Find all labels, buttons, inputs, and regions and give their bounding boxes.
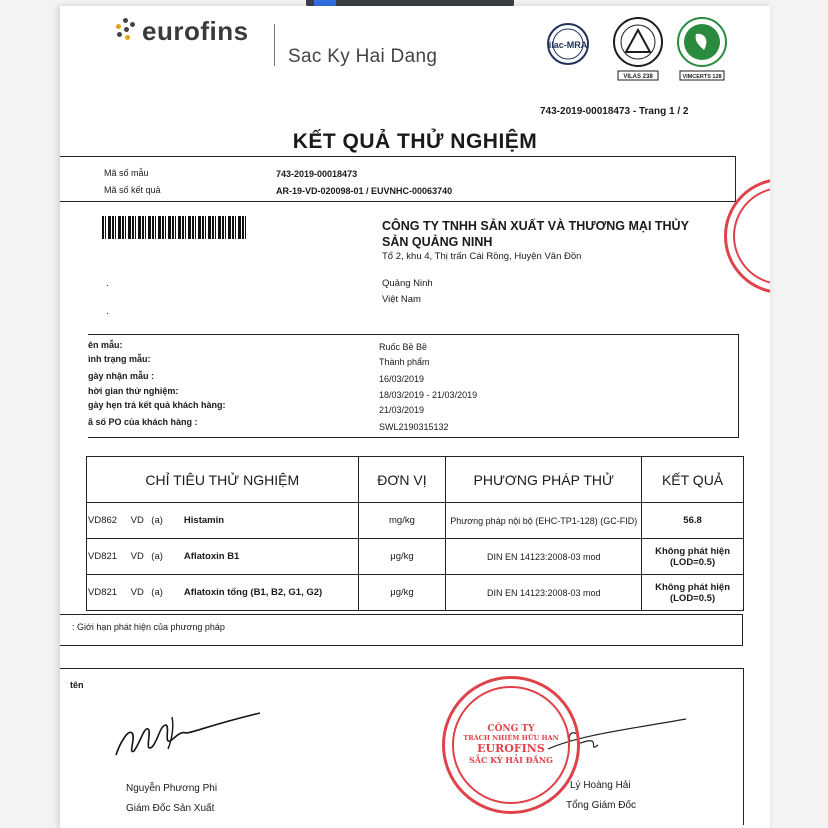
svg-text:VIMCERTS 128: VIMCERTS 128 <box>682 74 722 80</box>
test-code: VD821 <box>88 587 118 598</box>
seal-line-1: CÔNG TY <box>487 724 535 735</box>
left-signer-name: Nguyễn Phương Phi <box>126 783 218 794</box>
table-row <box>87 575 744 611</box>
col-header-method: PHƯƠNG PHÁP THỬ <box>446 457 642 503</box>
test-tag: (a) <box>151 587 163 598</box>
result-code-label: Mã số kết quả <box>104 185 161 195</box>
result-cell: 56.8 <box>642 503 744 539</box>
due-date-value: 21/03/2019 <box>379 405 425 415</box>
brand-name: eurofins <box>142 16 249 46</box>
sample-code-label: Mã số mẫu <box>104 168 149 178</box>
sample-status-label: ình trạng mẫu: <box>88 354 151 364</box>
method-cell: DIN EN 14123:2008-03 mod <box>446 575 642 611</box>
sample-code-value: 743-2019-00018473 <box>276 169 358 179</box>
col-header-test: CHỈ TIÊU THỬ NGHIỆM <box>87 457 359 503</box>
vimcerts-icon <box>674 16 730 82</box>
customer-name-line2: SẢN QUẢNG NINH <box>382 235 493 249</box>
partial-seal-inner <box>733 187 770 286</box>
brand-subtitle: Sac Ky Hai Dang <box>288 46 438 67</box>
test-period-label: hời gian thử nghiệm: <box>88 386 179 396</box>
table-header-row <box>87 457 744 503</box>
test-code: VD862 <box>88 515 118 526</box>
right-signer-title: Tổng Giám Đốc <box>566 800 637 811</box>
result-cell: Không phát hiện (LOD=0.5) <box>642 575 744 611</box>
received-date-value: 16/03/2019 <box>379 374 425 384</box>
barcode <box>102 216 246 239</box>
company-seal-inner <box>452 686 570 804</box>
svg-text:ilac-MRA: ilac-MRA <box>548 40 588 50</box>
note-box <box>60 614 743 646</box>
ilac-mra-icon <box>544 22 592 66</box>
sample-name-value: Ruốc Bề Bề <box>379 342 428 352</box>
sample-status-value: Thành phẩm <box>379 357 430 367</box>
seal-line-4: SẮC KÝ HẢI ĐĂNG <box>468 755 553 766</box>
signature-left-icon <box>110 703 270 765</box>
unit-cell: mg/kg <box>358 503 446 539</box>
test-lab: VD <box>130 551 144 562</box>
col-header-result: KẾT QUẢ <box>642 457 744 503</box>
result-code-value: AR-19-VD-020098-01 / EUVNHC-00063740 <box>276 186 453 196</box>
method-cell: Phương pháp nội bộ (EHC-TP1-128) (GC-FID) <box>446 503 642 539</box>
test-cell <box>87 503 359 539</box>
test-tag: (a) <box>151 515 163 526</box>
received-date-label: gày nhận mẫu : <box>88 371 155 381</box>
left-signer-title: Giám Đốc Sản Xuất <box>126 803 215 814</box>
signature-label: tên <box>70 680 84 690</box>
customer-name <box>382 218 689 250</box>
test-cell <box>87 539 359 575</box>
customer-name-line1: CÔNG TY TNHH SẢN XUẤT VÀ THƯƠNG MẠI THỦY <box>382 219 689 233</box>
bullet-dot: . <box>106 278 109 289</box>
lod-note: : Giới hạn phát hiện của phương pháp <box>72 622 225 632</box>
boa-accreditation-icon <box>610 16 666 82</box>
document-page <box>60 6 770 828</box>
test-code: VD821 <box>88 551 118 562</box>
col-header-unit: ĐƠN VỊ <box>358 457 446 503</box>
table-row <box>87 539 744 575</box>
customer-country: Việt Nam <box>382 294 421 305</box>
test-lab: VD <box>130 515 144 526</box>
test-cell <box>87 575 359 611</box>
test-name: Aflatoxin tổng (B1, B2, G1, G2) <box>183 587 323 598</box>
unit-cell: μg/kg <box>358 539 446 575</box>
brand-divider <box>274 24 275 66</box>
due-date-label: gày hẹn trả kết quả khách hàng: <box>88 400 226 410</box>
id-box <box>60 156 736 202</box>
test-lab: VD <box>130 587 144 598</box>
result-cell: Không phát hiện (LOD=0.5) <box>642 539 744 575</box>
customer-address: Tổ 2, khu 4, Thị trấn Cái Rồng, Huyện Vân Đồn <box>382 251 582 262</box>
seal-line-3: EUROFINS <box>477 742 545 756</box>
po-value: SWL2190315132 <box>379 422 449 432</box>
seal-line-2: TRÁCH NHIỆM HỮU HẠN <box>463 734 559 743</box>
sample-info-box <box>88 334 739 438</box>
signature-box <box>60 668 744 825</box>
bullet-dot: . <box>106 306 109 317</box>
test-name: Aflatoxin B1 <box>183 551 240 562</box>
eurofins-logo-icon <box>115 18 137 42</box>
unit-cell: μg/kg <box>358 575 446 611</box>
test-name: Histamin <box>183 515 225 526</box>
method-cell: DIN EN 14123:2008-03 mod <box>446 539 642 575</box>
svg-text:VILAS 238: VILAS 238 <box>623 74 653 80</box>
right-signer-name: Lý Hoàng Hải <box>570 780 631 791</box>
table-row <box>87 503 744 539</box>
results-table <box>86 456 744 611</box>
test-tag: (a) <box>151 551 163 562</box>
document-number: 743-2019-00018473 - Trang 1 / 2 <box>540 106 689 117</box>
po-label: ã số PO của khách hàng : <box>88 417 198 427</box>
test-period-value: 18/03/2019 - 21/03/2019 <box>379 390 478 400</box>
company-seal <box>442 676 580 814</box>
page-title: KẾT QUẢ THỬ NGHIỆM <box>292 130 538 153</box>
sample-name-label: ên mẫu: <box>88 340 123 350</box>
customer-province: Quảng Ninh <box>382 278 433 289</box>
